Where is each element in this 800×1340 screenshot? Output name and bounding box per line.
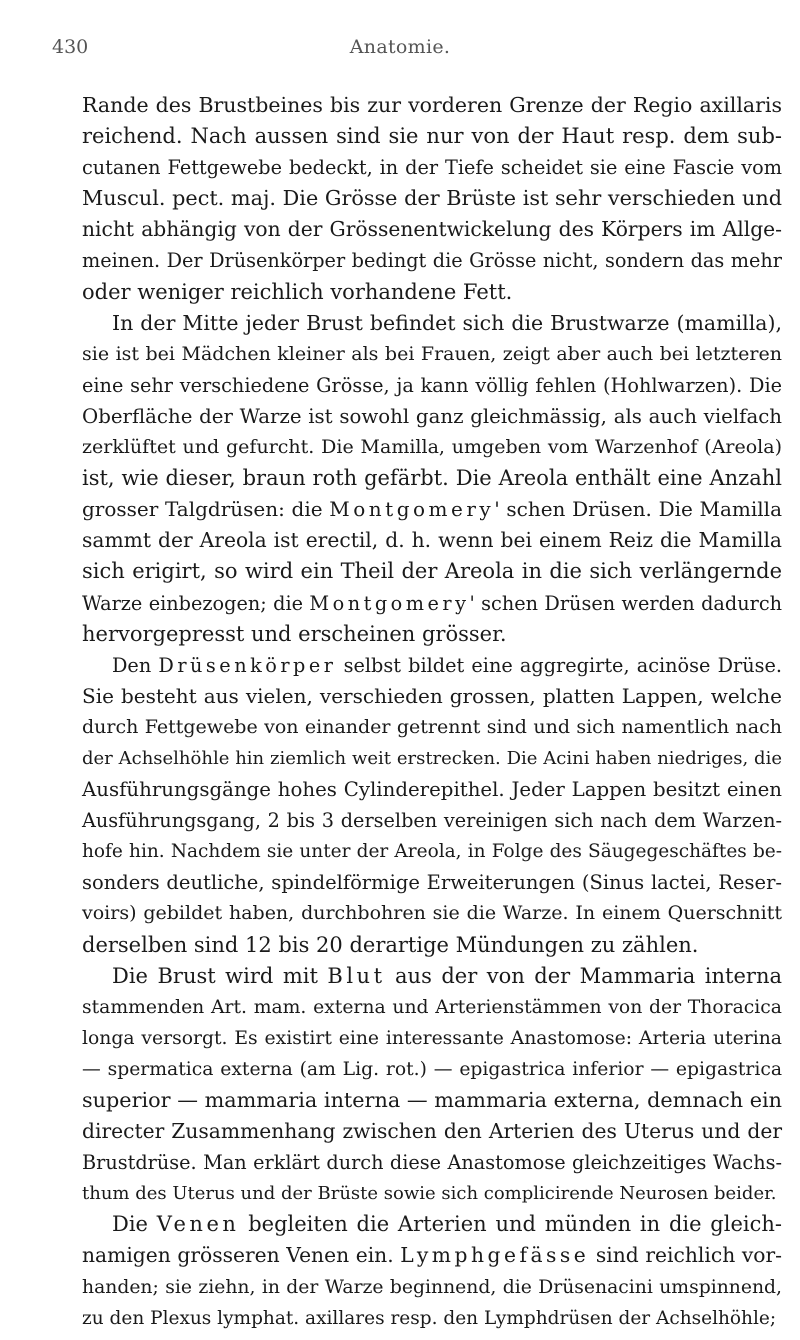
text-line: directer Zusammenhang zwischen den Arterien des Uterus und der: [82, 1119, 782, 1144]
text-line: hofe hin. Nachdem sie unter der Areola, in Folge des Säugegeschäftes be-: [82, 841, 782, 863]
text-line: derselben sind 12 bis 20 derartige Mündungen zu zählen.: [82, 932, 699, 957]
text-line: nicht abhängig von der Grössenentwickelung des Körpers im Allge-: [82, 217, 782, 242]
text-line: stammenden Art. mam. externa und Arterienstämmen von der Thoracica: [82, 996, 782, 1018]
text-line: Rande des Brustbeines bis zur vorderen Grenze der Regio axillaris: [82, 93, 782, 117]
text-line: ist, wie dieser, braun roth gefärbt. Die Areola enthält eine Anzahl: [82, 466, 782, 491]
text-line: eine sehr verschiedene Grösse, ja kann völlig fehlen (Hohlwarzen). Die: [82, 373, 782, 397]
text-line: thum des Uterus und der Brüste sowie sich complicirende Neurosen beider.: [82, 1183, 777, 1205]
text-line: zerklüftet und gefurcht. Die Mamilla, umgeben vom Warzenhof (Areola): [82, 436, 782, 459]
text-segment: namigen grösseren Venen ein.: [82, 1243, 401, 1268]
text-line: [82, 650, 782, 681]
text-line: cutanen Fettgewebe bedeckt, in der Tiefe scheidet sie eine Fascie vom: [82, 156, 782, 180]
text-line: durch Fettgewebe von einander getrennt sind und sich namentlich nach: [82, 715, 782, 738]
text-line: longa versorgt. Es existirt eine interessante Anastomose: Arteria uterina: [82, 1027, 782, 1049]
running-title: Anatomie.: [349, 36, 451, 58]
text-segment: aus der von der Mammaria interna: [385, 963, 782, 988]
text-segment: Den: [112, 653, 159, 677]
text-line: [82, 1240, 782, 1271]
spaced-term: Drüsenkörper: [158, 653, 337, 677]
spaced-name: Montgomery: [309, 591, 470, 615]
text-segment: selbst bildet eine aggregirte, acinöse Drüse.: [336, 653, 782, 677]
text-line: Oberfläche der Warze ist sowohl ganz gleichmässig, als auch vielfach: [82, 404, 782, 428]
body-text: [82, 90, 782, 1334]
text-segment: begleiten die Arterien und münden in die gleich-: [239, 1212, 782, 1237]
text-line: sich erigirt, so wird ein Theil der Areola in die sich verlängernde: [82, 559, 782, 584]
text-line: sammt der Areola ist erectil, d. h. wenn bei einem Reiz die Mamilla: [82, 528, 782, 553]
text-line: [82, 494, 782, 525]
text-line: Sie besteht aus vielen, verschieden grossen, platten Lappen, welche: [82, 683, 782, 708]
text-line: In der Mitte jeder Brust befindet sich die Brustwarze (mamilla),: [112, 310, 782, 335]
text-segment: grosser Talgdrüsen: die: [82, 497, 330, 522]
page-number: 430: [52, 36, 89, 58]
text-line: oder weniger reichlich vorhandene Fett.: [82, 279, 513, 304]
text-line: sonders deutliche, spindelförmige Erweiterungen (Sinus lactei, Reser-: [82, 871, 782, 895]
text-line: hervorgepresst und erscheinen grösser.: [82, 621, 507, 646]
text-line: zu den Plexus lymphat. axillares resp. den Lymphdrüsen der Achselhöhle;: [82, 1307, 777, 1329]
text-line: [82, 588, 782, 619]
spaced-term: Venen: [156, 1212, 240, 1237]
text-segment: Die Brust wird mit: [112, 963, 328, 988]
text-segment: sind reichlich vor-: [589, 1243, 782, 1268]
text-line: reichend. Nach aussen sind sie nur von der Haut resp. dem sub-: [82, 124, 782, 149]
spaced-term: Blut: [327, 963, 386, 988]
text-line: sie ist bei Mädchen kleiner als bei Frauen, zeigt aber auch bei letzteren: [82, 342, 782, 365]
text-line: der Achselhöhle hin ziemlich weit erstrecken. Die Acini haben niedriges, die: [82, 747, 782, 769]
text-line: meinen. Der Drüsenkörper bedingt die Grösse nicht, sondern das mehr: [82, 249, 782, 273]
text-segment: Die: [112, 1212, 157, 1237]
text-line: [82, 961, 782, 992]
text-segment: ' schen Drüsen werden dadurch: [469, 591, 782, 615]
text-line: Ausführungsgang, 2 bis 3 derselben vereinigen sich nach dem Warzen-: [82, 809, 782, 833]
text-line: Muscul. pect. maj. Die Grösse der Brüste ist sehr verschieden und: [82, 186, 782, 211]
text-line: Brustdrüse. Man erklärt durch diese Anastomose gleichzeitiges Wachs-: [82, 1151, 782, 1175]
text-line: voirs) gebildet haben, durchbohren sie die Warze. In einem Querschnitt: [82, 902, 782, 925]
text-line: handen; sie ziehn, in der Warze beginnend, die Drüsenacini umspinnend,: [82, 1276, 782, 1298]
text-line: superior — mammaria interna — mammaria externa, demnach ein: [82, 1088, 782, 1112]
spaced-term: Lymphgefässe: [400, 1243, 590, 1268]
text-segment: Warze einbezogen; die: [82, 591, 310, 615]
text-line: — spermatica externa (am Lig. rot.) — epigastrica inferior — epigastrica: [82, 1058, 782, 1080]
text-line: [82, 1209, 782, 1240]
text-segment: ' schen Drüsen. Die Mamilla: [494, 497, 782, 522]
text-line: Ausführungsgänge hohes Cylinderepithel. Jeder Lappen besitzt einen: [82, 778, 782, 802]
spaced-name: Montgomery: [329, 497, 495, 522]
